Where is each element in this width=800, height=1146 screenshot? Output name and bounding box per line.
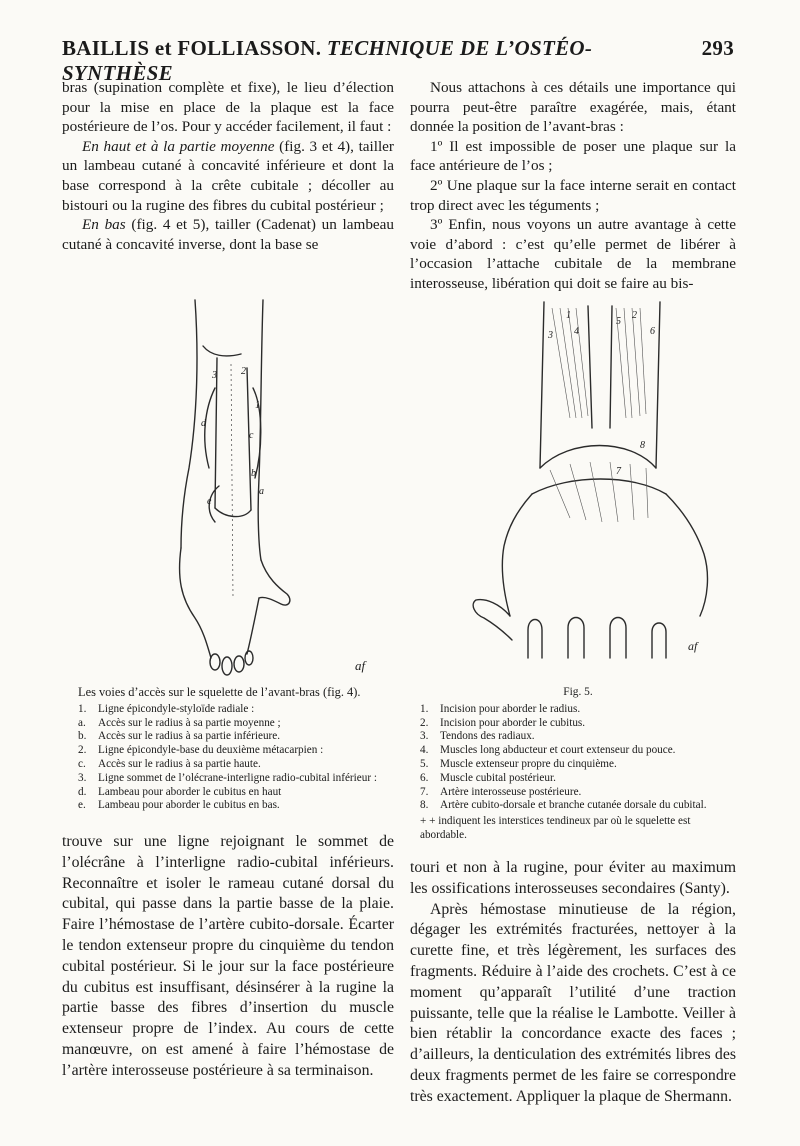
label-3: 3 — [548, 330, 553, 341]
paragraph — [62, 215, 394, 254]
legend-item — [420, 786, 736, 800]
label-b: b — [251, 468, 256, 479]
label-e: e — [207, 496, 212, 507]
running-header — [62, 36, 734, 85]
legend-text: Accès sur le radius à sa partie inférieure. — [98, 730, 281, 743]
paragraph — [62, 137, 394, 215]
legend-text: Ligne épicondyle-styloïde radiale : — [98, 702, 255, 715]
header-book-title: TECHNIQUE DE L’OSTÉO-SYNTHÈSE — [62, 36, 593, 85]
legend-item — [78, 772, 388, 786]
wrist-retinaculum-bottom — [532, 479, 666, 494]
label-d: d — [201, 418, 206, 429]
tendon-hatching — [552, 308, 646, 418]
legend-key: 8. — [420, 799, 429, 812]
label-5: 5 — [616, 316, 621, 327]
paragraph: Nous attachons à ces détails une importance qui pourra peut-être paraître exagérée, mais, étant donnée la position de l’avant-bras : — [410, 79, 736, 136]
dotted-axis-line — [231, 364, 233, 598]
label-1: 1 — [255, 400, 260, 411]
wrist-dissection-illustration — [420, 298, 720, 670]
legend-text: Ligne épicondyle-base du deuxième métacarpien : — [98, 744, 324, 757]
figure-4-caption — [78, 686, 388, 813]
finger-4 — [652, 623, 666, 658]
finger-4 — [245, 651, 253, 665]
figure-4-legend — [78, 703, 388, 813]
caption-title: Fig. 5. — [563, 686, 593, 698]
legend-item — [78, 786, 388, 800]
label-7: 7 — [616, 466, 621, 477]
legend-key: 1. — [420, 702, 429, 715]
elbow-crease — [203, 346, 241, 356]
paragraph: bras (supination complète et fixe), le lieu d’élection pour la mise en place de la plaque est la face postérieure de l’os. Pour y accéder facilement, il faut : — [62, 79, 394, 136]
legend-key: 3. — [78, 771, 87, 784]
legend-text: Artère cubito-dorsale et branche cutanée dorsale du cubital. — [440, 799, 707, 812]
legend-item — [420, 772, 736, 786]
finger-1 — [528, 620, 542, 659]
wrist-retinaculum-top — [540, 446, 656, 469]
legend-key: e. — [78, 799, 86, 812]
legend-text: Lambeau pour aborder le cubitus en haut — [98, 785, 282, 798]
paragraph-text: (fig. 4 et 5), tailler (Cadenat) un lambeau cutané à concavité inverse, dont la base se — [62, 216, 395, 253]
page-number: 293 — [701, 36, 734, 60]
legend-item — [78, 799, 388, 813]
paragraph: Après hémostase minutieuse de la région, dégager les extrémités fracturées, nettoyer à la curette fine, et très légèrement, les surfaces des fragments. Réduire à l’aide des crochets. C’est à ce moment qu’apparaît l’utilité d’une traction puissante, telle que la réalise le Lambotte. Veiller à bien rétablir la concordance exacte des faces ; d’ailleurs, la denticulation des extrémités libres des deux fragments permet de les faire se correspondre très exactement. Appliquer la plaque de Shermann. — [410, 900, 736, 1105]
paragraph: 1º Il est impossible de poser une plaque sur la face antérieure de l’os ; — [410, 137, 736, 175]
legend-item — [78, 730, 388, 744]
label-8: 8 — [640, 440, 645, 451]
figure-4-forearm-drawing — [155, 298, 395, 680]
legend-text: Tendons des radiaux. — [440, 730, 535, 743]
wrist-crease — [215, 508, 251, 517]
legend-key: 3. — [420, 730, 429, 743]
label-4: 4 — [574, 326, 579, 337]
legend-item — [78, 758, 388, 772]
label-1: 1 — [566, 310, 571, 321]
paragraph: trouve sur une ligne rejoignant le sommet de l’olécrâne à l’interligne radio-cubital inférieurs. Reconnaître et isoler le rameau cutané dorsal du cubital, qui passe dans la partie basse de la plaie. Faire l’hémostase de l’artère cubito-dorsale. Écarter le tendon extenseur propre du cinquième du tendon cubital postérieur. Si le jour sur la face postérieure du cubitus est insuffisant, désinsérer à la rugine la partie basse des fibres d’insertion du muscle extenseur propre de l’index. Au cours de cette manœuvre, on est amené à faire l’hémostase de l’artère interosseuse postérieure à sa terminaison. — [62, 833, 394, 1079]
legend-key: b. — [78, 730, 87, 743]
legend-item — [78, 717, 388, 731]
paragraph: touri et non à la rugine, pour éviter au maximum les ossifications interosseuses secondaires (Santy). — [410, 859, 736, 897]
finger-2 — [222, 657, 232, 675]
label-2: 2 — [241, 366, 246, 377]
legend-key: 5. — [420, 757, 429, 770]
legend-text: Incision pour aborder le radius. — [440, 702, 581, 715]
italic-lead: En haut et à la partie moyenne — [82, 137, 275, 155]
legend-text: Artère interosseuse postérieure. — [440, 785, 582, 798]
legend-text: Incision pour aborder le cubitus. — [440, 716, 586, 729]
legend-key: 6. — [420, 771, 429, 784]
paragraph: 2º Une plaque sur la face interne serait en contact trop direct avec les téguments ; — [410, 176, 736, 214]
retinaculum-hatching — [550, 462, 648, 522]
legend-text: Lambeau pour aborder le cubitus en bas. — [98, 799, 280, 812]
legend-key: 2. — [420, 716, 429, 729]
legend-item — [420, 717, 736, 731]
incision-1 — [588, 306, 592, 428]
forearm-outline-right — [656, 302, 660, 468]
caption-note: + + indiquent les interstices tendineux par où le squelette est abordable. — [420, 815, 691, 841]
legend-item — [78, 744, 388, 758]
legend-text: Muscles long abducteur et court extenseur du pouce. — [440, 744, 676, 757]
figure-5-caption — [420, 686, 736, 843]
column-bottom-right — [410, 858, 736, 1108]
header-authors: BAILLIS et FOLLIASSON. — [62, 36, 322, 60]
legend-text: Muscle extenseur propre du cinquième. — [440, 757, 617, 770]
artist-signature: af — [355, 658, 366, 673]
legend-item — [420, 758, 736, 772]
hand-outline-left — [502, 494, 532, 616]
legend-text: Muscle cubital postérieur. — [440, 771, 556, 784]
label-a: a — [259, 486, 264, 497]
column-top-right — [410, 78, 736, 294]
legend-item — [420, 799, 736, 813]
finger-3 — [610, 618, 626, 659]
label-c: c — [249, 430, 254, 441]
hand-outline-right — [666, 494, 707, 616]
finger-3 — [234, 656, 244, 672]
legend-key: c. — [78, 757, 86, 770]
italic-lead: En bas — [82, 216, 126, 234]
legend-key: a. — [78, 716, 86, 729]
column-bottom-left — [62, 832, 394, 1082]
legend-key: 7. — [420, 785, 429, 798]
paragraph-text: (fig. 3 et 4), tailler un lambeau cutané à concavité inférieure et dont la base correspond à la crête cubitale ; décoller au bistouri ou la rugine des fibres du cubital postérieur ; — [62, 137, 394, 214]
legend-text: Accès sur le radius à sa partie haute. — [98, 757, 261, 770]
legend-text: Ligne sommet de l’olécrane-interligne radio-cubital inférieur : — [98, 771, 377, 784]
legend-item — [420, 730, 736, 744]
figure-5-wrist-dissection — [420, 298, 720, 670]
legend-text: Accès sur le radius à sa partie moyenne ; — [98, 716, 281, 729]
legend-item — [78, 703, 388, 717]
hand-outline-left — [180, 548, 211, 658]
finger-2 — [568, 618, 584, 659]
legend-key: d. — [78, 785, 87, 798]
legend-item — [420, 744, 736, 758]
paragraph: 3º Enfin, nous voyons un autre avantage à cette voie d’abord : c’est qu’elle permet de libérer à l’occasion l’attache cubitale de la membrane interosseuse, libération qui doit se faire au bis- — [410, 216, 736, 292]
forearm-outline-left — [540, 302, 544, 468]
forearm-illustration — [155, 298, 395, 680]
legend-key: 4. — [420, 744, 429, 757]
thumb-outline — [473, 600, 512, 640]
label-2: 2 — [632, 310, 637, 321]
column-top-left — [62, 78, 394, 254]
label-3: 3 — [212, 370, 217, 381]
caption-title: Les voies d’accès sur le squelette de l’avant-bras (fig. 4). — [78, 685, 361, 699]
legend-key: 2. — [78, 744, 87, 757]
incision-a — [205, 388, 215, 468]
artist-signature: af — [688, 639, 698, 653]
legend-key: 1. — [78, 702, 87, 715]
incision-2 — [610, 306, 612, 428]
legend-item — [420, 703, 736, 717]
figure-5-legend — [420, 703, 736, 813]
finger-1 — [210, 654, 220, 670]
thumb-outline — [259, 560, 290, 605]
forearm-outline-left — [181, 300, 197, 548]
label-6: 6 — [650, 326, 655, 337]
hand-outline-right — [247, 598, 259, 654]
